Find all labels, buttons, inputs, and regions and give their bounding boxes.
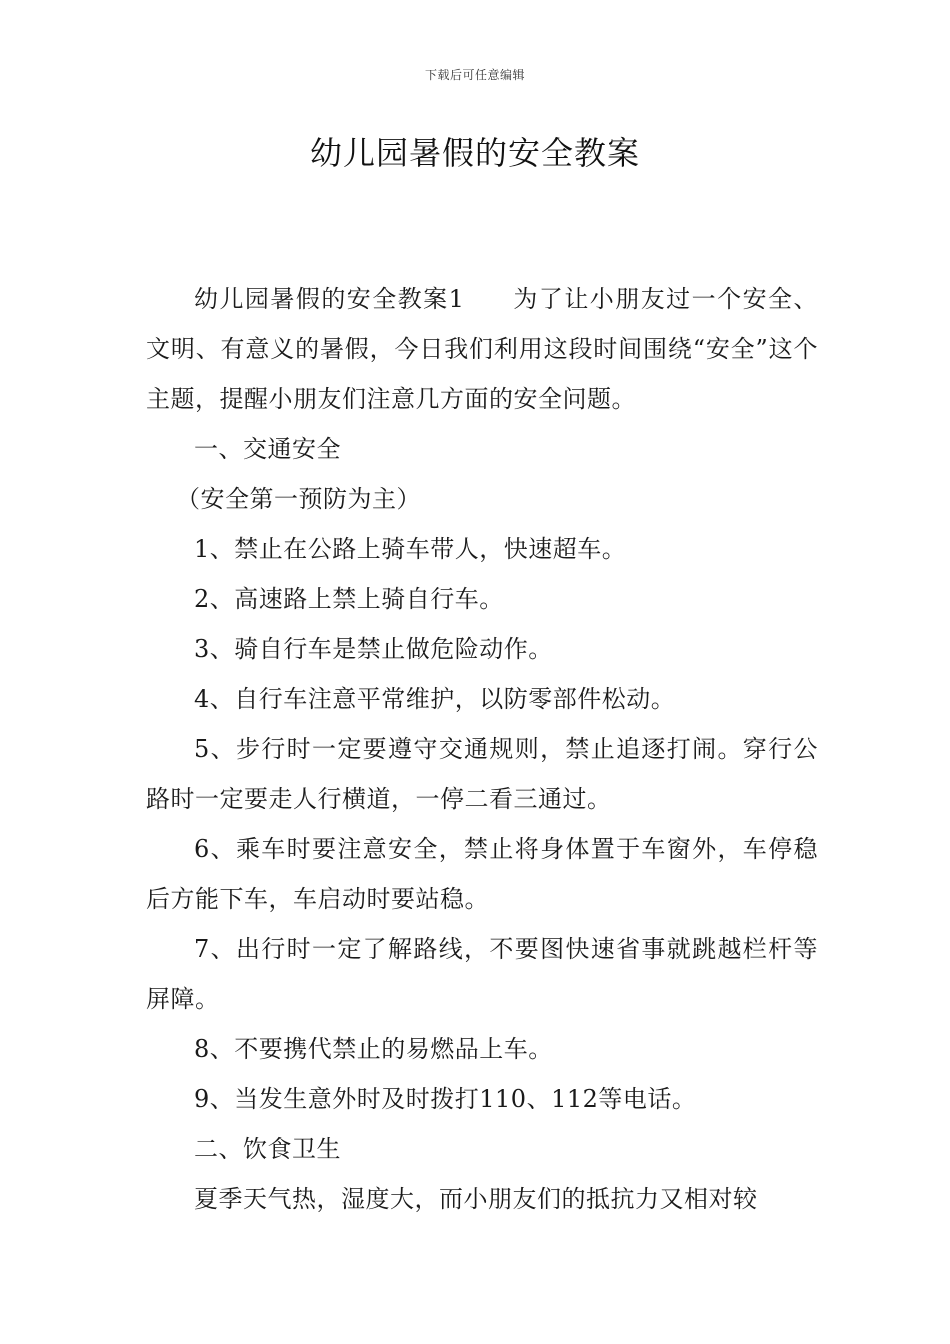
section1-item-1: 1、禁止在公路上骑车带人，快速超车。 <box>194 535 627 563</box>
intro-paragraph <box>146 274 818 424</box>
section2-paragraph: 夏季天气热，湿度大，而小朋友们的抵抗力又相对较 <box>194 1185 758 1213</box>
intro-text: 为了让小朋友过一个安全、文明、有意义的暑假，今日我们利用这段时间围绕“安全”这个主题，提醒小朋友们注意几方面的安全问题。 <box>146 285 818 413</box>
section1-item-3: 3、骑自行车是禁止做危险动作。 <box>194 635 553 663</box>
section1-subheading: （安全第一预防为主） <box>176 485 421 513</box>
section1-item-2: 2、高速路上禁上骑自行车。 <box>194 585 504 613</box>
section1-item-6: 6、乘车时要注意安全，禁止将身体置于车窗外，车停稳后方能下车，车启动时要站稳。 <box>146 835 818 913</box>
section2-heading: 二、饮食卫生 <box>194 1135 341 1163</box>
document-title: 幼儿园暑假的安全教案 <box>309 134 640 172</box>
section1-heading: 一、交通安全 <box>194 435 341 463</box>
section1-item-8: 8、不要携代禁止的易燃品上车。 <box>194 1035 553 1063</box>
document-body <box>146 274 818 1224</box>
header-note: 下载后可任意编辑 <box>424 68 525 82</box>
section1-item-4: 4、自行车注意平常维护，以防零部件松动。 <box>194 685 676 713</box>
intro-lead: 幼儿园暑假的安全教案1 <box>194 285 465 313</box>
section1-item-9: 9、当发生意外时及时拨打110、112等电话。 <box>194 1085 697 1113</box>
section1-item-7: 7、出行时一定了解路线，不要图快速省事就跳越栏杆等屏障。 <box>146 935 818 1013</box>
section1-item-5: 5、步行时一定要遵守交通规则，禁止追逐打闹。穿行公路时一定要走人行横道，一停二看三通过。 <box>146 735 818 813</box>
